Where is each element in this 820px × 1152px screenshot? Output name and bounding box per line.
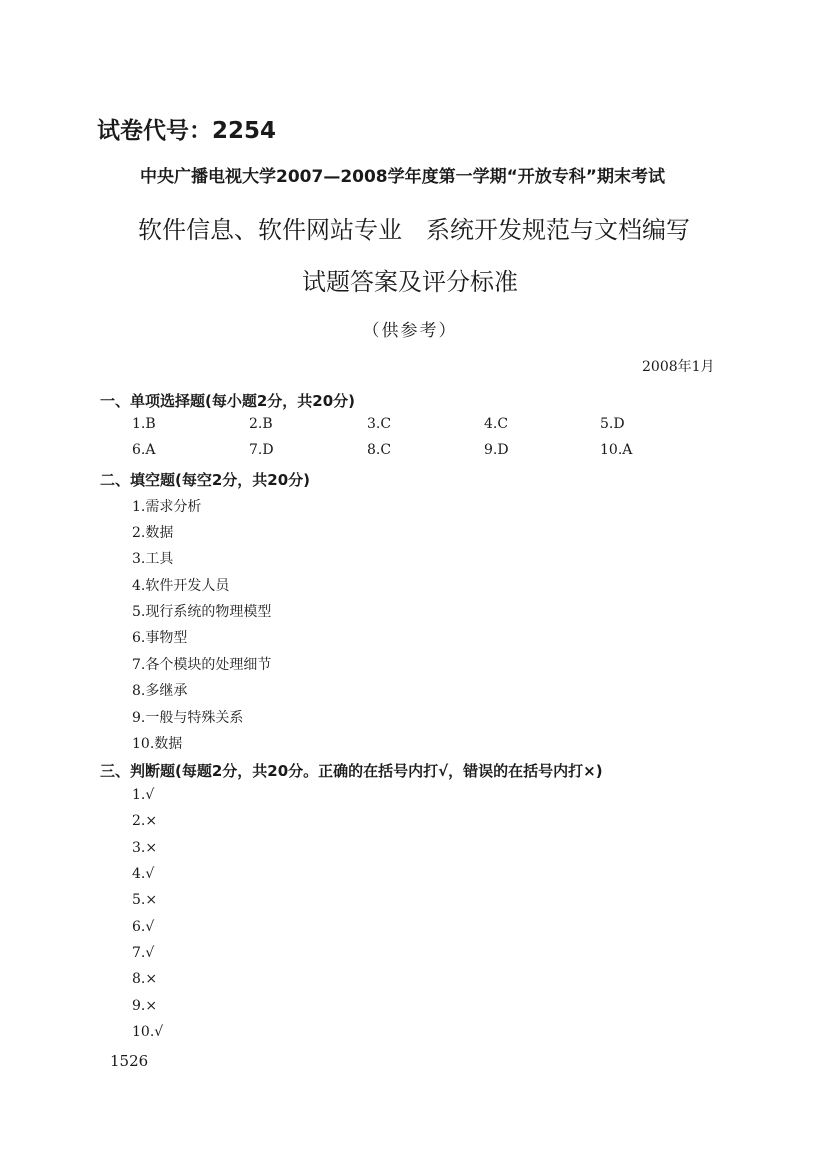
fill-answer: 9.一般与特殊关系: [132, 710, 244, 726]
choice-answer: 2.B: [249, 416, 273, 432]
choice-answer: 4.C: [484, 416, 509, 432]
judgment-answer: 8.×: [132, 971, 158, 987]
fill-answer: 3.工具: [132, 551, 174, 567]
document-date: 2008年1月: [642, 359, 715, 375]
judgment-answer: 3.×: [132, 840, 158, 856]
choice-answer: 10.A: [600, 442, 633, 458]
fill-answer: 2.数据: [132, 525, 174, 541]
reference-note: （供参考）: [362, 321, 458, 341]
exam-header: 中央广播电视大学2007—2008学年度第一学期“开放专科”期末考试: [140, 167, 665, 187]
fill-answer: 1.需求分析: [132, 499, 202, 515]
choice-answer: 3.C: [367, 416, 392, 432]
judgment-answer: 6.√: [132, 919, 155, 935]
document-title-line-1: 软件信息、软件网站专业 系统开发规范与文档编写: [138, 216, 690, 244]
document-title-line-2: 试题答案及评分标准: [302, 268, 518, 296]
section-3-heading: 三、判断题(每题2分，共20分。正确的在括号内打√，错误的在括号内打×): [100, 762, 603, 780]
choice-answer: 8.C: [367, 442, 392, 458]
choice-answer: 9.D: [484, 442, 509, 458]
choice-answer: 6.A: [132, 442, 156, 458]
choice-answer: 7.D: [249, 442, 274, 458]
judgment-answer: 7.√: [132, 945, 155, 961]
judgment-answer: 10.√: [132, 1024, 164, 1040]
choice-answer: 1.B: [132, 416, 156, 432]
section-2-heading: 二、填空题(每空2分，共20分): [100, 471, 311, 489]
fill-answer: 5.现行系统的物理模型: [132, 604, 272, 620]
judgment-answer: 5.×: [132, 892, 158, 908]
paper-code: 试卷代号：2254: [97, 118, 277, 144]
fill-answer: 8.多继承: [132, 683, 188, 699]
fill-answer: 7.各个模块的处理细节: [132, 657, 272, 673]
judgment-answer: 1.√: [132, 787, 155, 803]
page-number: 1526: [110, 1052, 149, 1070]
judgment-answer: 2.×: [132, 813, 158, 829]
judgment-answer: 9.×: [132, 998, 158, 1014]
choice-answer: 5.D: [600, 416, 625, 432]
fill-answer: 10.数据: [132, 736, 183, 752]
section-1-heading: 一、单项选择题(每小题2分，共20分): [100, 392, 356, 410]
fill-answer: 4.软件开发人员: [132, 578, 230, 594]
judgment-answer: 4.√: [132, 866, 155, 882]
fill-answer: 6.事物型: [132, 630, 188, 646]
